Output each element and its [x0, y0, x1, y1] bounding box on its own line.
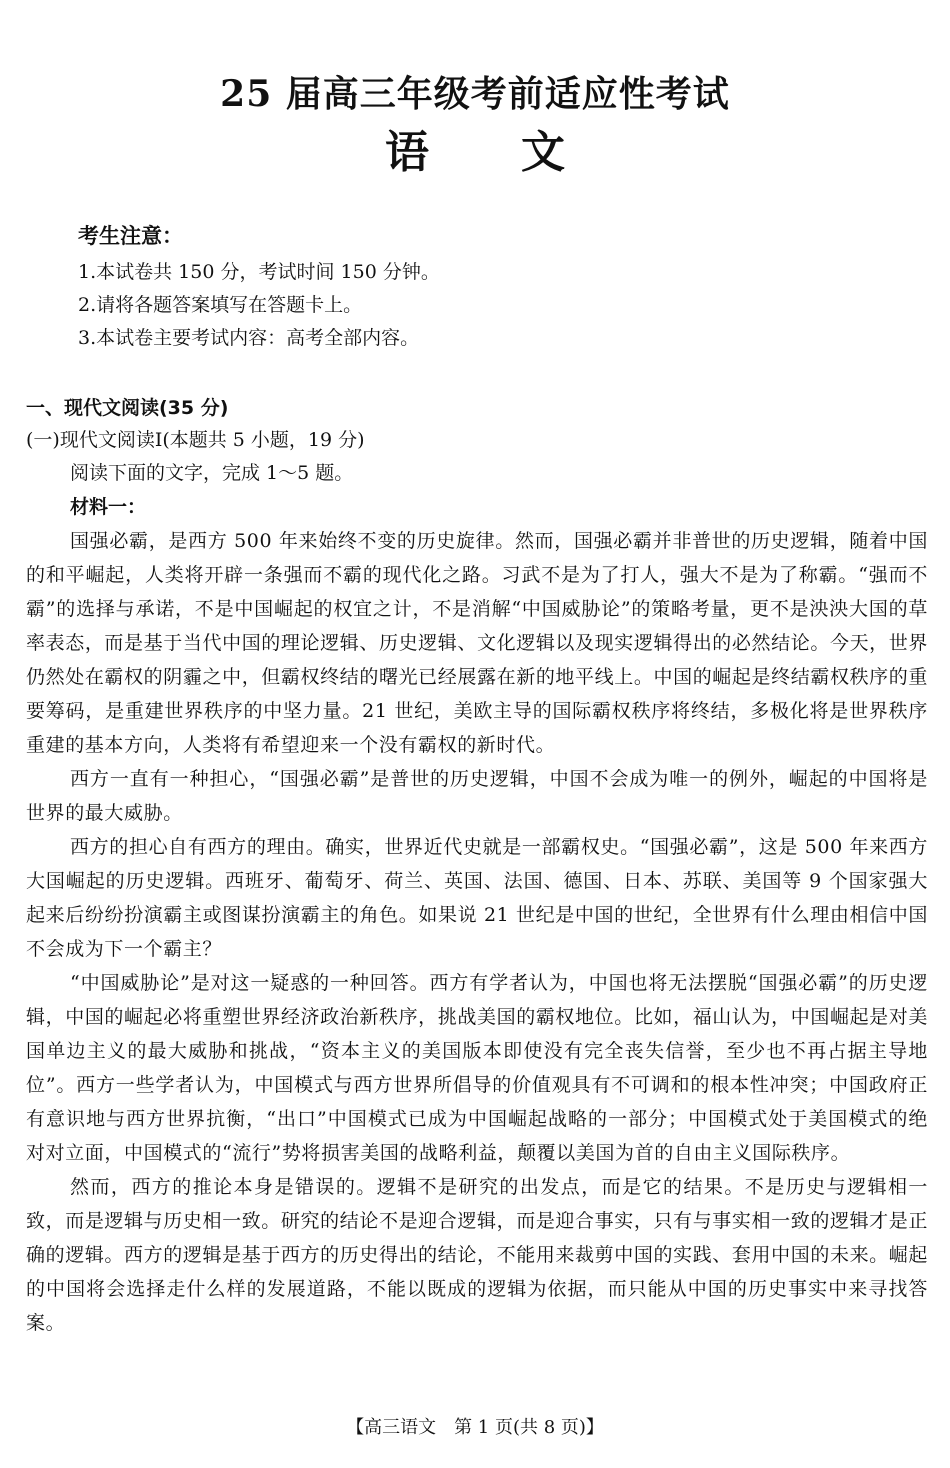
- section-heading: 一、现代文阅读(35 分): [26, 397, 229, 419]
- paragraph: 西方一直有一种担心，“国强必霸”是普世的历史逻辑，中国不会成为唯一的例外，崛起的中国将是世界的最大威胁。: [26, 768, 928, 824]
- reading-section: [26, 392, 928, 1340]
- paragraph: 西方的担心自有西方的理由。确实，世界近代史就是一部霸权史。“国强必霸”，这是 500 年来西方大国崛起的历史逻辑。西班牙、葡萄牙、荷兰、英国、法国、德国、日本、苏联、美国等 9 个国家强大起来后纷纷扮演霸主或图谋扮演霸主的角色。如果说 21 世纪是中国的世纪，全世界有什么理由相信中国不会成为下一个霸主？: [26, 836, 928, 960]
- candidate-notice: [78, 222, 898, 355]
- subject-title: 语文: [385, 127, 657, 178]
- notice-item: 1.本试卷共 150 分，考试时间 150 分钟。: [78, 261, 440, 283]
- notice-item: 3.本试卷主要考试内容：高考全部内容。: [78, 327, 420, 349]
- exam-title: 25 届高三年级考前适应性考试: [220, 73, 730, 115]
- page-footer: 【高三语文 第 1 页(共 8 页)】: [346, 1417, 604, 1438]
- paragraph: 然而，西方的推论本身是错误的。逻辑不是研究的出发点，而是它的结果。不是历史与逻辑相一致，而是逻辑与历史相一致。研究的结论不是迎合逻辑，而是迎合事实，只有与事实相一致的逻辑才是正确的逻辑。西方的逻辑是基于西方的历史得出的结论，不能用来裁剪中国的实践、套用中国的未来。崛起的中国将会选择走什么样的发展道路，不能以既成的逻辑为依据，而只能从中国的历史事实中来寻找答案。: [26, 1176, 928, 1334]
- reading-instruction: 阅读下面的文字，完成 1～5 题。: [70, 462, 354, 484]
- notice-heading: 考生注意：: [78, 224, 183, 248]
- subsection-heading: (一)现代文阅读Ⅰ(本题共 5 小题，19 分): [26, 429, 365, 451]
- paragraph: “中国威胁论”是对这一疑惑的一种回答。西方有学者认为，中国也将无法摆脱“国强必霸”的历史逻辑，中国的崛起必将重塑世界经济政治新秩序，挑战美国的霸权地位。比如，福山认为，中国崛起是对美国单边主义的最大威胁和挑战，“资本主义的美国版本即使没有完全丧失信誉，至少也不再占据主导地位”。西方一些学者认为，中国模式与西方世界所倡导的价值观具有不可调和的根本性冲突；中国政府正有意识地与西方世界抗衡，“出口”中国模式已成为中国崛起战略的一部分；中国模式处于美国模式的绝对对立面，中国模式的“流行”势将损害美国的战略利益，颠覆以美国为首的自由主义国际秩序。: [26, 972, 928, 1164]
- notice-item: 2.请将各题答案填写在答题卡上。: [78, 294, 363, 316]
- paragraph: 国强必霸，是西方 500 年来始终不变的历史旋律。然而，国强必霸并非普世的历史逻辑，随着中国的和平崛起，人类将开辟一条强而不霸的现代化之路。习武不是为了打人，强大不是为了称霸。“强而不霸”的选择与承诺，不是中国崛起的权宜之计，不是消解“中国威胁论”的策略考量，更不是泱泱大国的草率表态，而是基于当代中国的理论逻辑、历史逻辑、文化逻辑以及现实逻辑得出的必然结论。今天，世界仍然处在霸权的阴霾之中，但霸权终结的曙光已经展露在新的地平线上。中国的崛起是终结霸权秩序的重要筹码，是重建世界秩序的中坚力量。21 世纪，美欧主导的国际霸权秩序将终结，多极化将是世界秩序重建的基本方向，人类将有希望迎来一个没有霸权的新时代。: [26, 530, 928, 756]
- material-label: 材料一：: [70, 496, 147, 518]
